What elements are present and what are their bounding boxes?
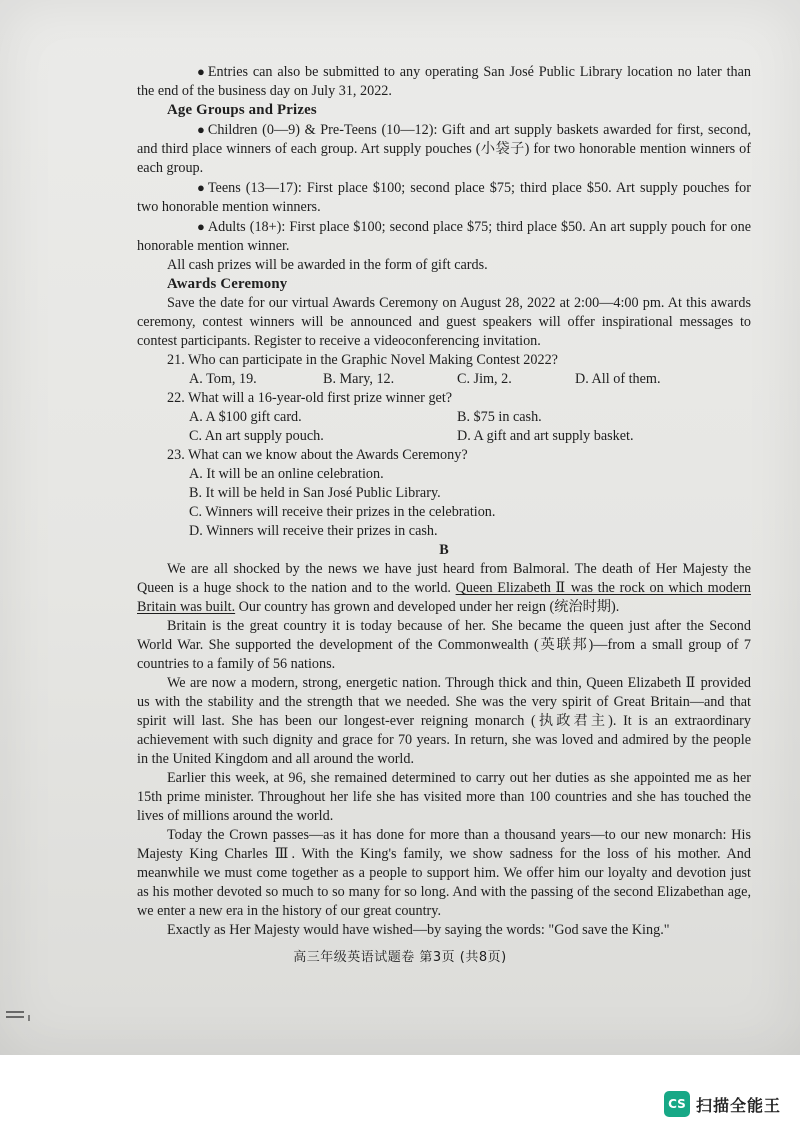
option-c: C. Winners will receive their prizes in the celebration. [189, 504, 496, 520]
section-b-title: B [439, 542, 449, 558]
question-23: 23. What can we know about the Awards Ceremony? [167, 447, 468, 463]
bullet-icon: ● [197, 180, 205, 195]
option-a: A. It will be an online celebration. [189, 466, 384, 482]
bullet-icon: ● [197, 64, 205, 79]
passage-b-paragraph-2: Britain is the great country it is today because of her. She became the queen just after the Second World War. She supported the development of the Commonwealth (英联邦)—from a small group of 7 countries to a family of 56 nations. [137, 618, 751, 672]
bullet-children: ● Children (0—9) & Pre-Teens (10—12): Gift and art supply baskets awarded for first, second, and third place winners of each group. Art supply pouches (小袋子) for two honorable mention winners of each group. [137, 122, 751, 176]
option-b: B. Mary, 12. [323, 371, 395, 387]
awards-text: Save the date for our virtual Awards Ceremony on August 28, 2022 at 2:00—4:00 pm. At this awards ceremony, contest winners will be announced and guest speakers will offer inspirational messages to contest participants. Register to receive a videoconferencing invitation. [137, 295, 751, 349]
binding-mark-icon [6, 1008, 32, 1022]
question-21-options [189, 370, 751, 389]
option-c: C. Jim, 2. [457, 371, 512, 387]
bullet-adults: ● Adults (18+): First place $100; second place $75; third place $50. An art supply pouch for one honorable mention winner. [137, 219, 751, 254]
camscanner-logo-icon: CS [664, 1091, 690, 1117]
bullet-icon: ● [197, 122, 205, 137]
bullet-entries: ● Entries can also be submitted to any operating San José Public Library location no later than the end of the business day on July 31, 2022. [137, 64, 751, 99]
option-d: D. A gift and art supply basket. [457, 428, 634, 444]
bullet-teens: ● Teens (13—17): First place $100; second place $75; third place $50. Art supply pouches for two honorable mention winners. [137, 180, 751, 215]
passage-b-paragraph-1: We are all shocked by the news we have just heard from Balmoral. The death of Her Majesty the Queen is a huge shock to the nation and to the world. Queen Elizabeth Ⅱ was the rock on which modern Britain was built. Our country has grown and developed under her reign (统治时期). [137, 561, 751, 615]
cash-note: All cash prizes will be awarded in the form of gift cards. [167, 257, 488, 273]
option-d: D. All of them. [575, 371, 661, 387]
option-c: C. An art supply pouch. [189, 428, 324, 444]
passage-b-paragraph-5: Today the Crown passes—as it has done for more than a thousand years—to our new monarch: His Majesty King Charles Ⅲ. With the King's family, we show sadness for the loss of his mother. And meanwhile we must come together as a people to support him. We offer him our loyalty and devotion just as his mother devoted so much to so many for so long. And with the passing of the second Elizabethan age, we enter a new era in the history of our great country. [137, 827, 751, 919]
scanner-watermark [664, 1091, 781, 1117]
bullet-icon: ● [197, 219, 205, 234]
scanner-label: 扫描全能王 [696, 1095, 782, 1115]
page-footer: 高三年级英语试题卷 第3页 (共8页) [293, 950, 507, 965]
option-a: A. Tom, 19. [189, 371, 257, 387]
question-22-options-row2 [189, 427, 751, 446]
option-a: A. A $100 gift card. [189, 409, 302, 425]
option-d: D. Winners will receive their prizes in cash. [189, 523, 438, 539]
underlined-sentence: Queen Elizabeth Ⅱ was the rock on which modern Britain was built. [137, 580, 751, 615]
passage-b-paragraph-3: We are now a modern, strong, energetic nation. Through thick and thin, Queen Elizabeth Ⅱ provided us with the stability and the strength that we needed. She was the very spirit of Great Britain—and that spirit will last. She has been our longest-ever reigning monarch (执政君主). It is an extraordinary achievement with such dignity and grace for 70 years. In return, she was loved and admired by the people in the United Kingdom and all around the world. [137, 675, 751, 767]
heading-awards: Awards Ceremony [167, 276, 288, 292]
question-22-options-row1 [189, 408, 751, 427]
passage-b-paragraph-6: Exactly as Her Majesty would have wished—by saying the words: "God save the King." [167, 922, 670, 938]
question-22: 22. What will a 16-year-old first prize winner get? [167, 390, 453, 406]
page-content [137, 62, 751, 940]
heading-age-groups: Age Groups and Prizes [167, 102, 317, 118]
question-21: 21. Who can participate in the Graphic Novel Making Contest 2022? [167, 352, 558, 368]
option-b: B. It will be held in San José Public Library. [189, 485, 441, 501]
passage-b-paragraph-4: Earlier this week, at 96, she remained determined to carry out her duties as she appointed me as her 15th prime minister. Throughout her life she has visited more than 100 countries and she has touched the lives of millions around the world. [137, 770, 751, 824]
option-b: B. $75 in cash. [457, 409, 542, 425]
